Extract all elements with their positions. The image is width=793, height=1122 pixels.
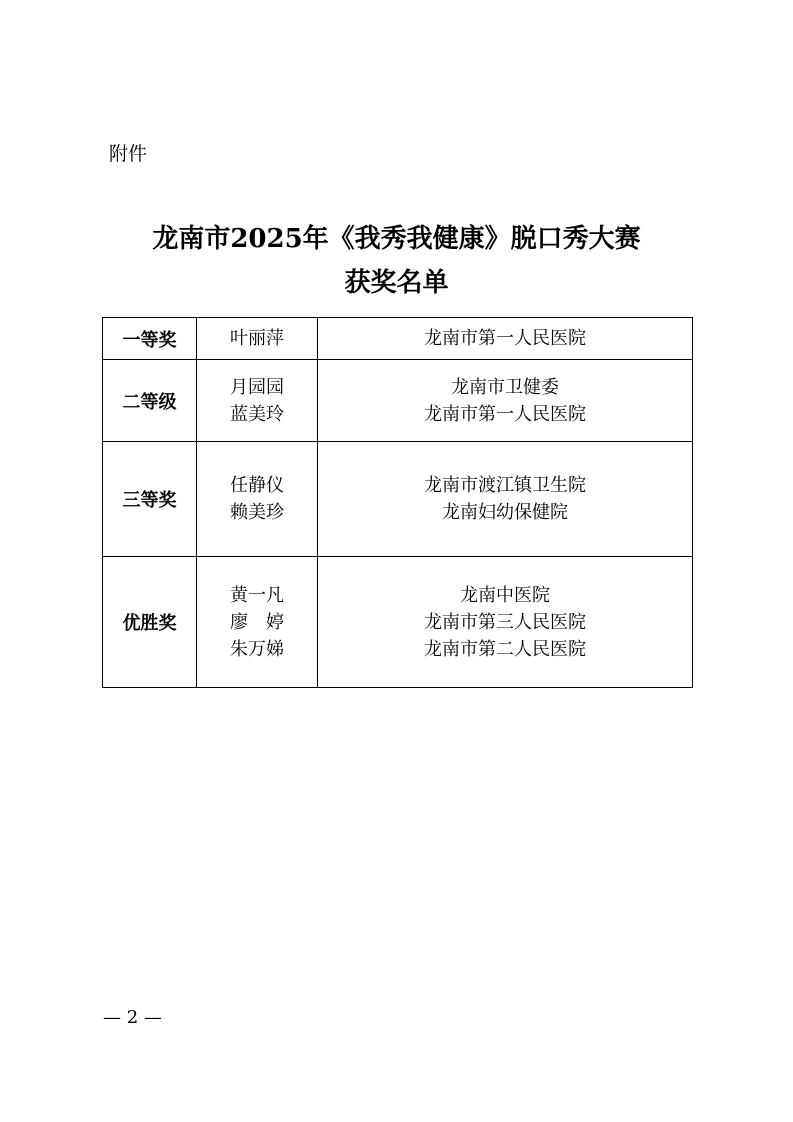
winner-names bbox=[197, 318, 318, 360]
winner-names bbox=[197, 360, 318, 442]
organization-name: 龙南市第三人民医院 bbox=[424, 611, 586, 633]
winner-organizations bbox=[318, 318, 693, 360]
award-level: 优胜奖 bbox=[103, 557, 197, 688]
winner-names bbox=[197, 442, 318, 557]
document-subtitle: 获奖名单 bbox=[344, 268, 449, 298]
attachment-label: 附件 bbox=[109, 143, 148, 165]
organization-name: 龙南市卫健委 bbox=[451, 376, 559, 398]
table-row bbox=[103, 442, 693, 557]
organization-name: 龙南市第一人民医院 bbox=[424, 328, 586, 349]
winner-names bbox=[197, 557, 318, 688]
organization-name: 龙南中医院 bbox=[460, 584, 550, 606]
winner-name: 黄一凡 bbox=[230, 584, 284, 606]
winner-organizations bbox=[318, 557, 693, 688]
organization-name: 龙南市第二人民医院 bbox=[424, 638, 586, 660]
winner-organizations bbox=[318, 442, 693, 557]
page-number: — 2 — bbox=[103, 1007, 162, 1028]
winner-name: 廖 婷 bbox=[230, 611, 284, 633]
table-row bbox=[103, 318, 693, 360]
winner-name: 蓝美玲 bbox=[230, 403, 284, 425]
award-level: 三等奖 bbox=[103, 442, 197, 557]
winner-name: 任静仪 bbox=[230, 475, 284, 496]
winner-name: 朱万娣 bbox=[230, 638, 284, 660]
winner-name: 叶丽萍 bbox=[230, 328, 284, 349]
organization-name: 龙南市渡江镇卫生院 bbox=[424, 475, 586, 496]
document-title: 龙南市2025年《我秀我健康》脱口秀大赛 bbox=[152, 224, 641, 254]
awards-table bbox=[102, 317, 693, 688]
winner-organizations bbox=[318, 360, 693, 442]
organization-name: 龙南市第一人民医院 bbox=[424, 403, 586, 425]
award-level: 一等奖 bbox=[103, 318, 197, 360]
winner-name: 赖美珍 bbox=[230, 502, 284, 523]
winner-name: 月园园 bbox=[230, 376, 284, 398]
table-row bbox=[103, 360, 693, 442]
table-row bbox=[103, 557, 693, 688]
organization-name: 龙南妇幼保健院 bbox=[442, 502, 568, 523]
award-level: 二等级 bbox=[103, 360, 197, 442]
